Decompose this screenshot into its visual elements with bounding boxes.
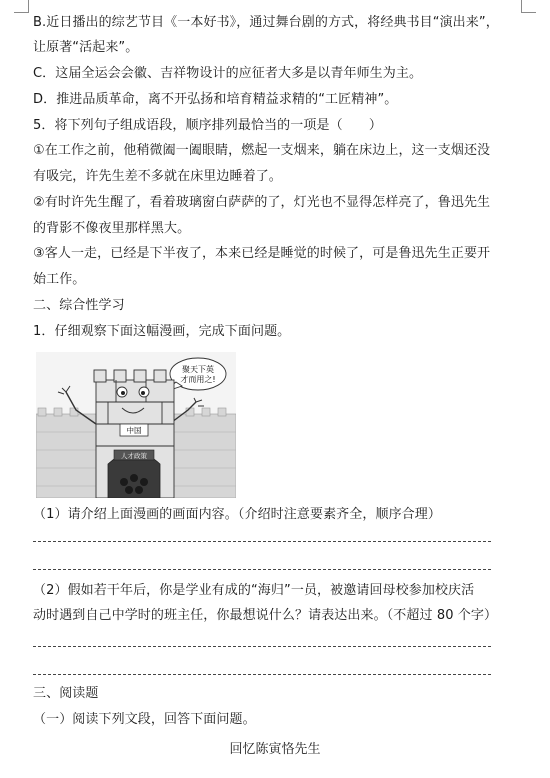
plaque-text: 中国 xyxy=(126,426,142,435)
sentence-2-line-1: ②有时许先生醒了，看着玻璃窗白萨萨的了，灯光也不显得怎样亮了，鲁迅先生 xyxy=(33,195,491,210)
sentence-1-line-1: ①在工作之前，他稍微阖一阖眼睛，燃起一支烟来，躺在床边上，这一支烟还没 xyxy=(33,143,491,158)
option-b-line-1: B.近日播出的综艺节目《一本好书》，通过舞台剧的方式，将经典书目“演出来”， xyxy=(33,15,499,30)
sub-question-2-line-2: 动时遇到自己中学时的班主任，你最想说什么？请表达出来。（不超过 80 个字） xyxy=(33,608,498,623)
sentence-1-line-2: 有吸完，许先生差不多就在床里边睡着了。 xyxy=(33,169,282,184)
answer-line[interactable] xyxy=(33,569,491,570)
bubble-text-2: 才而用之! xyxy=(180,375,216,384)
answer-line[interactable] xyxy=(33,541,491,542)
page-corner-mark-right xyxy=(521,0,536,13)
option-c: C．这届全运会会徽、吉祥物设计的应征者大多是以青年师生为主。 xyxy=(33,66,423,81)
page-corner-mark-left xyxy=(14,0,29,13)
sub-question-2-line-1: （2）假如若干年后，你是学业有成的“海归”一员，被邀请回母校参加校庆活 xyxy=(33,583,475,598)
section-3-instruction: （一）阅读下列文段，回答下面问题。 xyxy=(33,712,256,727)
sub-question-1: （1）请介绍上面漫画的画面内容。（介绍时注意要素齐全，顺序合理） xyxy=(33,507,441,522)
sentence-2-line-2: 的背影不像夜里那样黑大。 xyxy=(33,221,191,236)
sentence-3-line-1: ③客人一走，已经是下半夜了，本来已经是睡觉的时候了，可是鲁迅先生正要开 xyxy=(33,246,491,261)
cartoon-great-wall xyxy=(36,352,236,498)
question-5: 5．将下列句子组成语段，顺序排列最恰当的一项是（ ） xyxy=(33,118,382,133)
question-1: 1．仔细观察下面这幅漫画，完成下面问题。 xyxy=(33,324,291,339)
option-b-line-2: 让原著“活起来”。 xyxy=(33,40,139,55)
answer-line[interactable] xyxy=(33,674,491,675)
section-3-heading: 三、阅读题 xyxy=(33,686,99,701)
gate-label: 人才政策 xyxy=(121,452,147,460)
reading-title: 回忆陈寅恪先生 xyxy=(229,742,321,757)
sentence-3-line-2: 始工作。 xyxy=(33,272,86,287)
bubble-text-1: 聚天下英 xyxy=(182,365,214,374)
answer-line[interactable] xyxy=(33,646,491,647)
option-d: D．推进品质革命，离不开弘扬和培育精益求精的“工匠精神”。 xyxy=(33,92,398,107)
section-2-heading: 二、综合性学习 xyxy=(33,298,125,313)
